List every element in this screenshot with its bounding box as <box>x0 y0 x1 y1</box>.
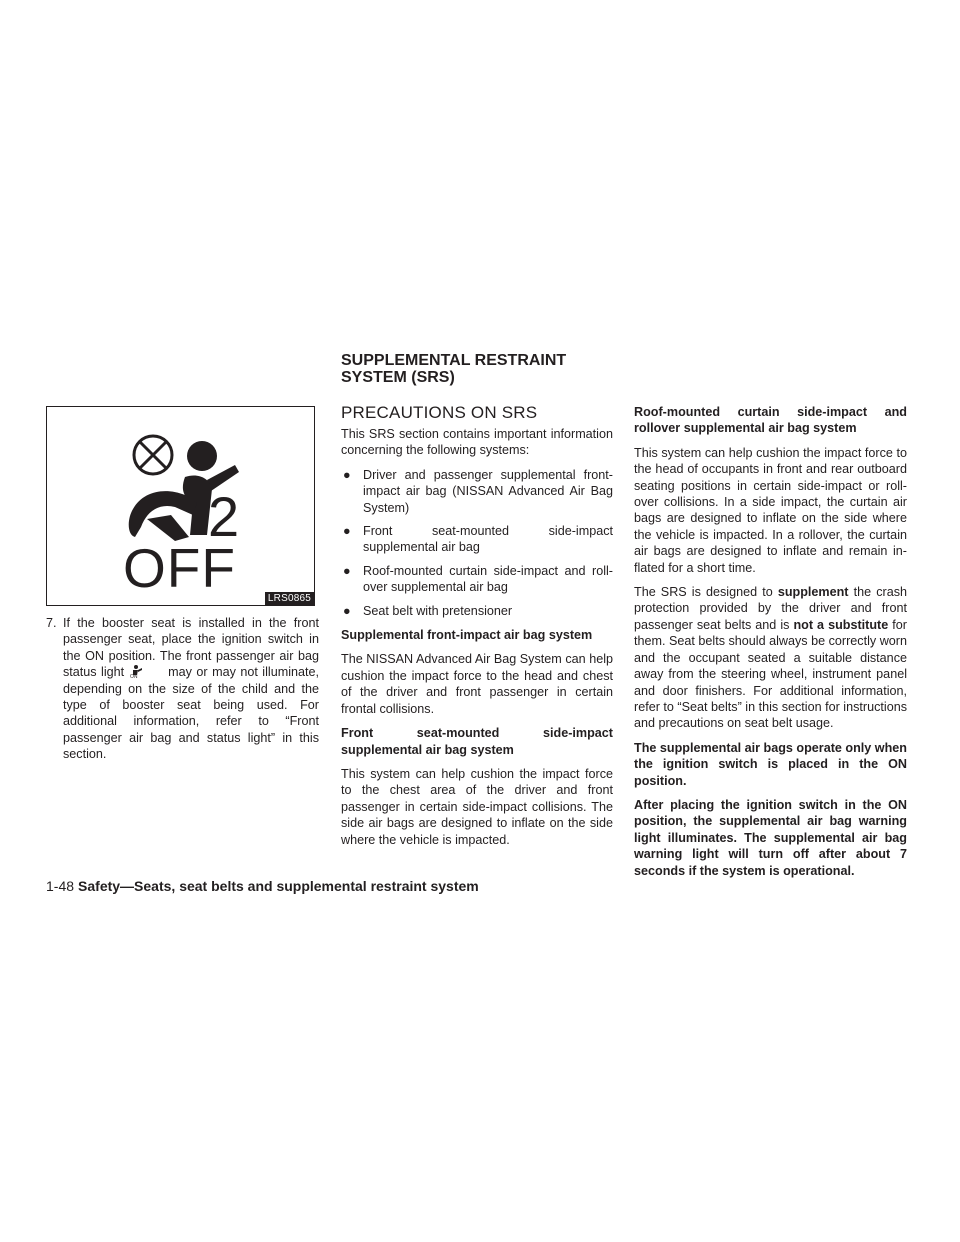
bold-note-warning-light: After placing the ignition switch in the ON position, the supplemental air bag warning light illuminates. The supplemental air bag warning light will turn off after about 7 seconds if the system is operational. <box>634 797 907 878</box>
right-column <box>634 404 907 887</box>
side-impact-heading: Front seat-mounted side-impact supplemental air bag system <box>341 726 613 757</box>
precautions-intro: This SRS section contains important information concerning the following systems: <box>341 427 613 458</box>
list-item-text: Roof-mounted curtain side-impact and roll-over supplemental air bag <box>363 563 613 595</box>
srs-text-part2: the crash protection provided by the driver and front passenger seat belts and is <box>634 585 908 632</box>
list-item <box>341 523 613 556</box>
bullet-icon: ● <box>343 524 351 539</box>
srs-text-part3: for them. Seat belts should always be correctly worn and the occupant seated a suitable distance away from the steering wheel, instrument panel and door finishers. For additional information, refer to “Seat belts” in this section for instructions and precautions on seat belt usage. <box>634 617 907 731</box>
section-heading-line2: SYSTEM (SRS) <box>341 369 455 386</box>
section-heading <box>341 352 641 386</box>
step-7-text <box>63 615 319 763</box>
figure-code: LRS0865 <box>265 592 314 605</box>
list-item-text: Front seat-mounted side-impact supplemental air bag <box>363 524 613 555</box>
bullet-icon: ● <box>343 603 351 618</box>
srs-supplement-paragraph <box>634 584 907 732</box>
svg-text:ON: ON <box>130 674 138 679</box>
side-impact-text: This system can help cushion the impact force to the chest area of the driver and front passenger in certain side-impact collisions. The side air bags are designed to inflate on the side where the vehicle is impacted. <box>341 766 613 847</box>
passenger-airbag-status-light-icon <box>128 664 154 678</box>
figure-off-text: OFF <box>123 537 236 599</box>
systems-list <box>341 467 613 619</box>
bold-note-ignition: The supplemental air bags operate only when the ignition switch is placed in the ON position. <box>634 740 907 788</box>
curtain-text: This system can help cushion the impact force to the head of occupants in front and rear outboard seating positions in certain side-impact or roll-over collisions. In a side impact, the curtain air bags are designed to inflate on the side where the vehicle is impacted. In a rollover, the curtain air bags are designed to inflate and remain in-flated for a short time. <box>634 445 907 575</box>
page-footer <box>46 878 479 894</box>
chapter-title: Safety—Seats, seat belts and supplemental restraint system <box>78 878 479 894</box>
front-impact-text: The NISSAN Advanced Air Bag System can help cushion the impact force to the head and chest of the driver and front passenger in certain frontal collisions. <box>341 652 613 716</box>
list-item <box>341 603 613 619</box>
front-impact-heading: Supplemental front-impact air bag system <box>341 628 593 643</box>
precautions-heading: PRECAUTIONS ON SRS <box>341 403 538 422</box>
middle-column <box>341 404 613 856</box>
curtain-heading: Roof-mounted curtain side-impact and rollover supplemental air bag system <box>634 405 907 436</box>
list-item <box>341 563 613 596</box>
step-7-text-part1: If the booster seat is installed in the front passenger seat, place the ignition switch in the ON position. The front passenger air bag status light <box>63 616 319 680</box>
srs-text-part1: The SRS is designed to <box>634 585 773 600</box>
figure-number-text: 2 <box>208 485 240 548</box>
srs-status-light-figure <box>46 406 315 606</box>
step-7-text-part2: may or may not illuminate, depending on the size of the child and the type of booster seat being used. For additional information, refer to “Front passenger air bag and status light” in this section. <box>63 665 320 762</box>
bullet-icon: ● <box>343 563 351 578</box>
bullet-icon: ● <box>343 467 351 482</box>
section-heading-line1: SUPPLEMENTAL RESTRAINT <box>341 352 567 369</box>
step-number: 7. <box>46 616 57 630</box>
page-number: 1-48 <box>46 878 75 894</box>
srs-bold-not-substitute: not a substitute <box>793 617 889 632</box>
list-item-text: Seat belt with pretensioner <box>363 603 513 618</box>
step-7 <box>46 615 319 771</box>
list-item <box>341 467 613 516</box>
list-item-text: Driver and passenger supplemental front-impact air bag (NISSAN Advanced Air Bag System) <box>363 467 613 515</box>
srs-bold-supplement: supplement <box>777 585 849 600</box>
